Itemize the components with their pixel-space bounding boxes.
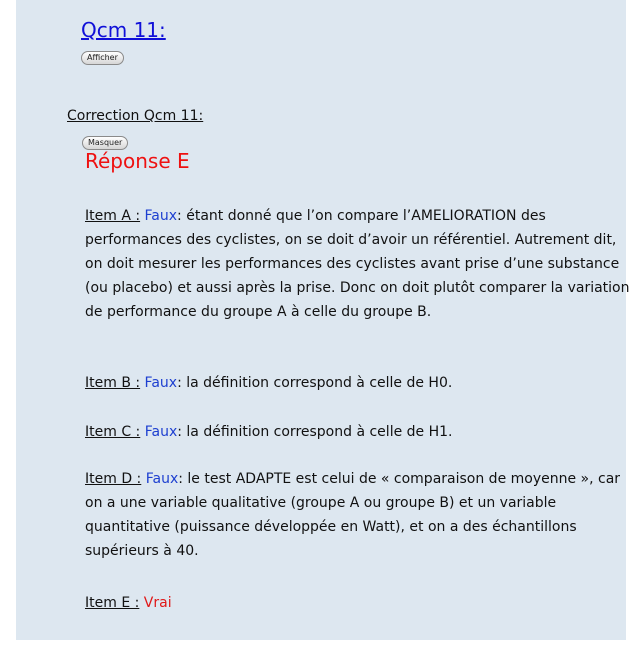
item-label: Item C : <box>85 424 141 440</box>
item-b <box>85 371 630 395</box>
item-text: : le test ADAPTE est celui de « comparaison de moyenne », car on a une variable qualitative (groupe A ou groupe B) et un variable quantitative (puissance développée en Watt), et on a des échantillons supérieurs à 40. <box>85 471 621 559</box>
verdict-faux: Faux <box>144 375 178 391</box>
qcm-title-link[interactable]: Qcm 11: <box>81 18 166 42</box>
item-label: Item B : <box>85 375 141 391</box>
hide-button[interactable]: Masquer <box>82 136 128 150</box>
content-panel <box>16 0 630 640</box>
item-e <box>85 591 630 615</box>
item-label: Item D : <box>85 471 142 487</box>
verdict-faux: Faux <box>144 208 178 224</box>
item-label: Item E : <box>85 595 140 611</box>
answer-heading: Réponse E <box>85 149 190 173</box>
item-c <box>85 420 630 444</box>
item-label: Item A : <box>85 208 141 224</box>
item-text: : la définition correspond à celle de H1. <box>177 424 453 440</box>
verdict-vrai: Vrai <box>143 595 172 611</box>
item-d <box>85 467 630 563</box>
item-text: : la définition correspond à celle de H0. <box>177 375 453 391</box>
verdict-faux: Faux <box>145 471 179 487</box>
show-button[interactable]: Afficher <box>81 51 124 65</box>
item-a <box>85 204 630 324</box>
item-text: : étant donné que l’on compare l’AMELIORATION des performances des cyclistes, on se doit d’avoir un référentiel. Autrement dit, on doit mesurer les performances des cyclistes avant prise d’une substance (ou placebo) et aussi après la prise. Donc on doit plutôt comparer la variation de performance du groupe A à celle du groupe B. <box>85 208 630 320</box>
correction-title: Correction Qcm 11: <box>67 108 204 124</box>
verdict-faux: Faux <box>144 424 178 440</box>
